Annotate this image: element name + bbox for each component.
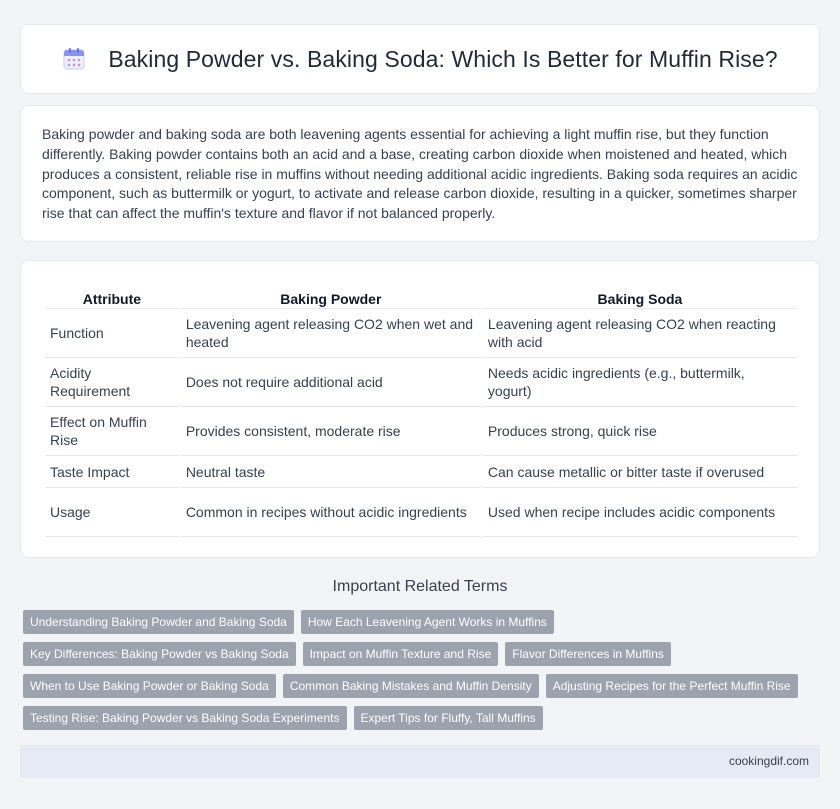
- column-header: Attribute: [45, 283, 179, 309]
- related-term-tag[interactable]: How Each Leavening Agent Works in Muffins: [301, 610, 554, 634]
- column-header: Baking Soda: [483, 283, 797, 309]
- header-card: [20, 24, 820, 94]
- column-header: Baking Powder: [181, 283, 481, 309]
- table-header-row: [45, 283, 797, 309]
- related-term-tag[interactable]: Flavor Differences in Muffins: [505, 642, 671, 666]
- table-cell: Effect on Muffin Rise: [45, 407, 179, 456]
- related-terms-list: [23, 610, 823, 738]
- table-cell: Leavening agent releasing CO2 when reacting with acid: [483, 309, 797, 358]
- related-term-tag[interactable]: Testing Rise: Baking Powder vs Baking Soda Experiments: [23, 706, 347, 730]
- table-row: [45, 488, 797, 537]
- table-row: [45, 309, 797, 358]
- calendar-icon: [62, 47, 86, 71]
- intro-card: [20, 105, 820, 242]
- table-cell: Usage: [45, 488, 179, 537]
- table-cell: Can cause metallic or bitter taste if overused: [483, 456, 797, 488]
- related-term-tag[interactable]: Expert Tips for Fluffy, Tall Muffins: [354, 706, 543, 730]
- table-cell: Produces strong, quick rise: [483, 407, 797, 456]
- table-cell: Acidity Requirement: [45, 358, 179, 407]
- footer: [20, 745, 820, 778]
- table-cell: Needs acidic ingredients (e.g., buttermilk, yogurt): [483, 358, 797, 407]
- intro-paragraph: Baking powder and baking soda are both leavening agents essential for achieving a light muffin rise, but they function differently. Baking powder contains both an acid and a base, creating carbon dioxide when moistened and heated, which produces a consistent, reliable rise in muffins without needing additional acidic ingredients. Baking soda requires an acidic component, such as buttermilk or yogurt, to activate and release carbon dioxide, resulting in a quicker, sometimes sharper rise that can affect the muffin's texture and flavor if not balanced properly.: [42, 126, 798, 222]
- related-term-tag[interactable]: When to Use Baking Powder or Baking Soda: [23, 674, 276, 698]
- table-cell: Common in recipes without acidic ingredients: [181, 488, 481, 537]
- table-cell: Used when recipe includes acidic components: [483, 488, 797, 537]
- table-row: [45, 456, 797, 488]
- comparison-table: [43, 283, 799, 537]
- table-cell: Does not require additional acid: [181, 358, 481, 407]
- comparison-table-card: [20, 260, 820, 558]
- page-title: Baking Powder vs. Baking Soda: Which Is Better for Muffin Rise?: [108, 45, 778, 72]
- footer-site-link[interactable]: cookingdif.com: [728, 754, 809, 768]
- table-cell: Leavening agent releasing CO2 when wet and heated: [181, 309, 481, 358]
- table-cell: Neutral taste: [181, 456, 481, 488]
- related-term-tag[interactable]: Common Baking Mistakes and Muffin Density: [283, 674, 539, 698]
- table-cell: Function: [45, 309, 179, 358]
- related-term-tag[interactable]: Understanding Baking Powder and Baking Soda: [23, 610, 294, 634]
- related-term-tag[interactable]: Adjusting Recipes for the Perfect Muffin Rise: [546, 674, 798, 698]
- table-cell: Provides consistent, moderate rise: [181, 407, 481, 456]
- related-term-tag[interactable]: Impact on Muffin Texture and Rise: [303, 642, 499, 666]
- related-terms-title: Important Related Terms: [332, 578, 508, 595]
- table-row: [45, 358, 797, 407]
- table-row: [45, 407, 797, 456]
- related-term-tag[interactable]: Key Differences: Baking Powder vs Baking Soda: [23, 642, 296, 666]
- table-cell: Taste Impact: [45, 456, 179, 488]
